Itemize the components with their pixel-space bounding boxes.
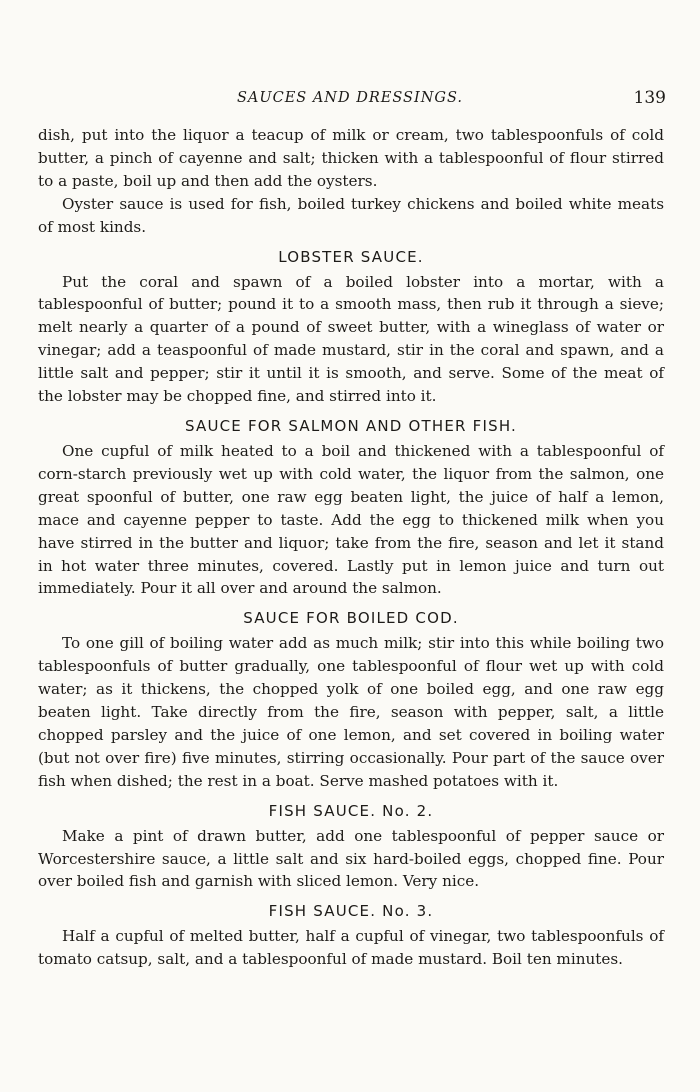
paragraph: To one gill of boiling water add as much milk; stir into this while boiling two tablespoonfuls of butter gradually, one tablespoonful of flour wet up with cold water; as it thickens, the chopped yolk of one boiled egg, and one raw egg beaten light. Take directly from the fire, season with pepper, salt, a little chopped parsley and the juice of one lemon, and set covered in boiling water (but not over fire) five minutes, stirring occasionally. Pour part of the sauce over fish when dished; the rest in a boat. Serve mashed potatoes with it.	[38, 634, 664, 790]
heading-fish-sauce-3: FISH SAUCE. No. 3.	[268, 902, 434, 921]
page-header	[0, 90, 700, 112]
running-head: SAUCES AND DRESSINGS.	[236, 90, 463, 106]
heading-lobster-sauce: LOBSTER SAUCE.	[278, 247, 424, 266]
paragraph: Oyster sauce is used for fish, boiled turkey chickens and boiled white meats of most kinds.	[38, 194, 664, 236]
paragraph: Put the coral and spawn of a boiled lobster into a mortar, with a tablespoonful of butter; pound it to a smooth mass, then rub it through a sieve; melt nearly a quarter of a pound of sweet butter, with a wineglass of water or vinegar; add a teaspoonful of made mustard, stir in the coral and spawn, and a little salt and pepper; stir it until it is smooth, and serve. Some of the meat of the lobster may be chopped fine, and stirred into it.	[38, 272, 664, 406]
page-number: 139	[633, 88, 666, 108]
paragraph: Half a cupful of melted butter, half a cupful of vinegar, two tablespoonfuls of tomato catsup, salt, and a tablespoonful of made mustard. Boil ten minutes.	[38, 927, 664, 969]
paragraph-continued: dish, put into the liquor a teacup of milk or cream, two tablespoonfuls of cold butter, a pinch of cayenne and salt; thicken with a tablespoonful of flour stirred to a paste, boil up and then add the oysters.	[38, 126, 664, 190]
heading-salmon-sauce: SAUCE FOR SALMON AND OTHER FISH.	[184, 416, 517, 435]
heading-fish-sauce-2: FISH SAUCE. No. 2.	[268, 801, 434, 820]
body-text	[38, 124, 664, 971]
paragraph: Make a pint of drawn butter, add one tablespoonful of pepper sauce or Worcestershire sauce, a little salt and six hard-boiled eggs, chopped fine. Pour over boiled fish and garnish with sliced lemon. Very nice.	[38, 826, 664, 891]
paragraph: One cupful of milk heated to a boil and thickened with a tablespoonful of corn-starch previously wet up with cold water, the liquor from the salmon, one great spoonful of butter, one raw egg beaten light, the juice of half a lemon, mace and cayenne pepper to taste. Add the egg to thickened milk when you have stirred in the butter and liquor; take from the fire, season and let it stand in hot water three minutes, covered. Lastly put in lemon juice and turn out immediately. Pour it all over and around the salmon.	[38, 441, 664, 598]
heading-boiled-cod-sauce: SAUCE FOR BOILED COD.	[243, 609, 459, 628]
